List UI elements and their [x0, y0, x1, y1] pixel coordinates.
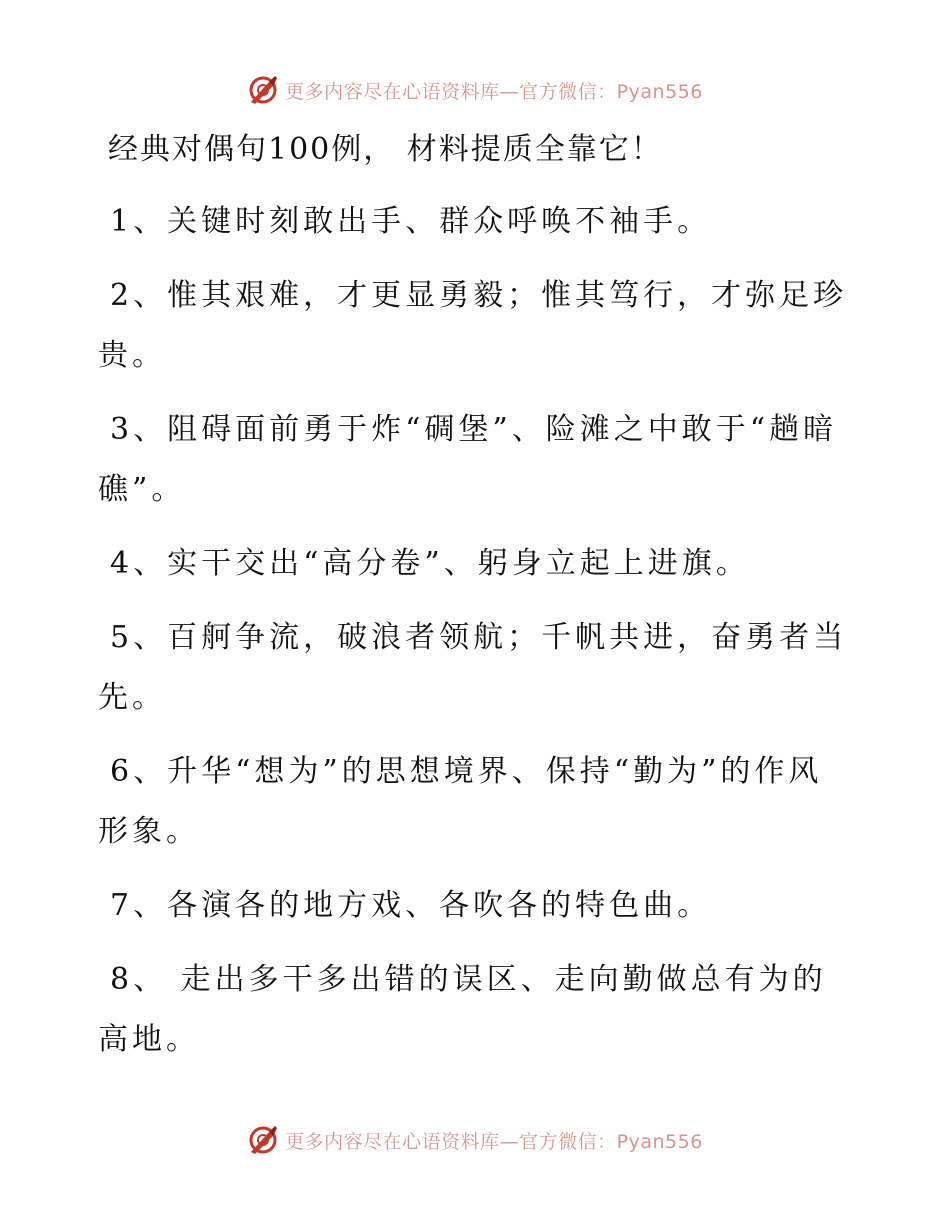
list-item: 3、阻碍面前勇于炸“碉堡”、险滩之中敢于“趟暗礁”。 — [98, 412, 838, 507]
pen-logo-icon — [247, 74, 279, 106]
list-item: 8、 走出多干多出错的误区、走向勤做总有为的高地。 — [98, 962, 827, 1057]
list-item: 1、关键时刻敢出手、群众呼唤不袖手。 — [110, 204, 712, 239]
document-title: 经典对偶句100例， 材料提质全靠它！ — [108, 132, 663, 167]
list-item: 5、百舸争流，破浪者领航；千帆共进，奋勇者当先。 — [98, 620, 848, 715]
pen-logo-icon — [247, 1124, 279, 1156]
document-body — [98, 122, 848, 1084]
watermark-text: 更多内容尽在心语资料库—官方微信：Pyan556 — [285, 1130, 703, 1153]
list-item: 6、升华“想为”的思想境界、保持“勤为”的作风形象。 — [98, 754, 823, 849]
list-item: 2、惟其艰难，才更显勇毅；惟其笃行，才弥足珍贵。 — [98, 278, 848, 373]
list-item: 7、各演各的地方戏、各吹各的特色曲。 — [110, 888, 712, 923]
footer-watermark — [0, 1120, 950, 1160]
list-item: 4、实干交出“高分卷”、躬身立起上进旗。 — [110, 546, 750, 581]
header-watermark — [0, 70, 950, 110]
watermark-text: 更多内容尽在心语资料库—官方微信：Pyan556 — [285, 80, 703, 103]
